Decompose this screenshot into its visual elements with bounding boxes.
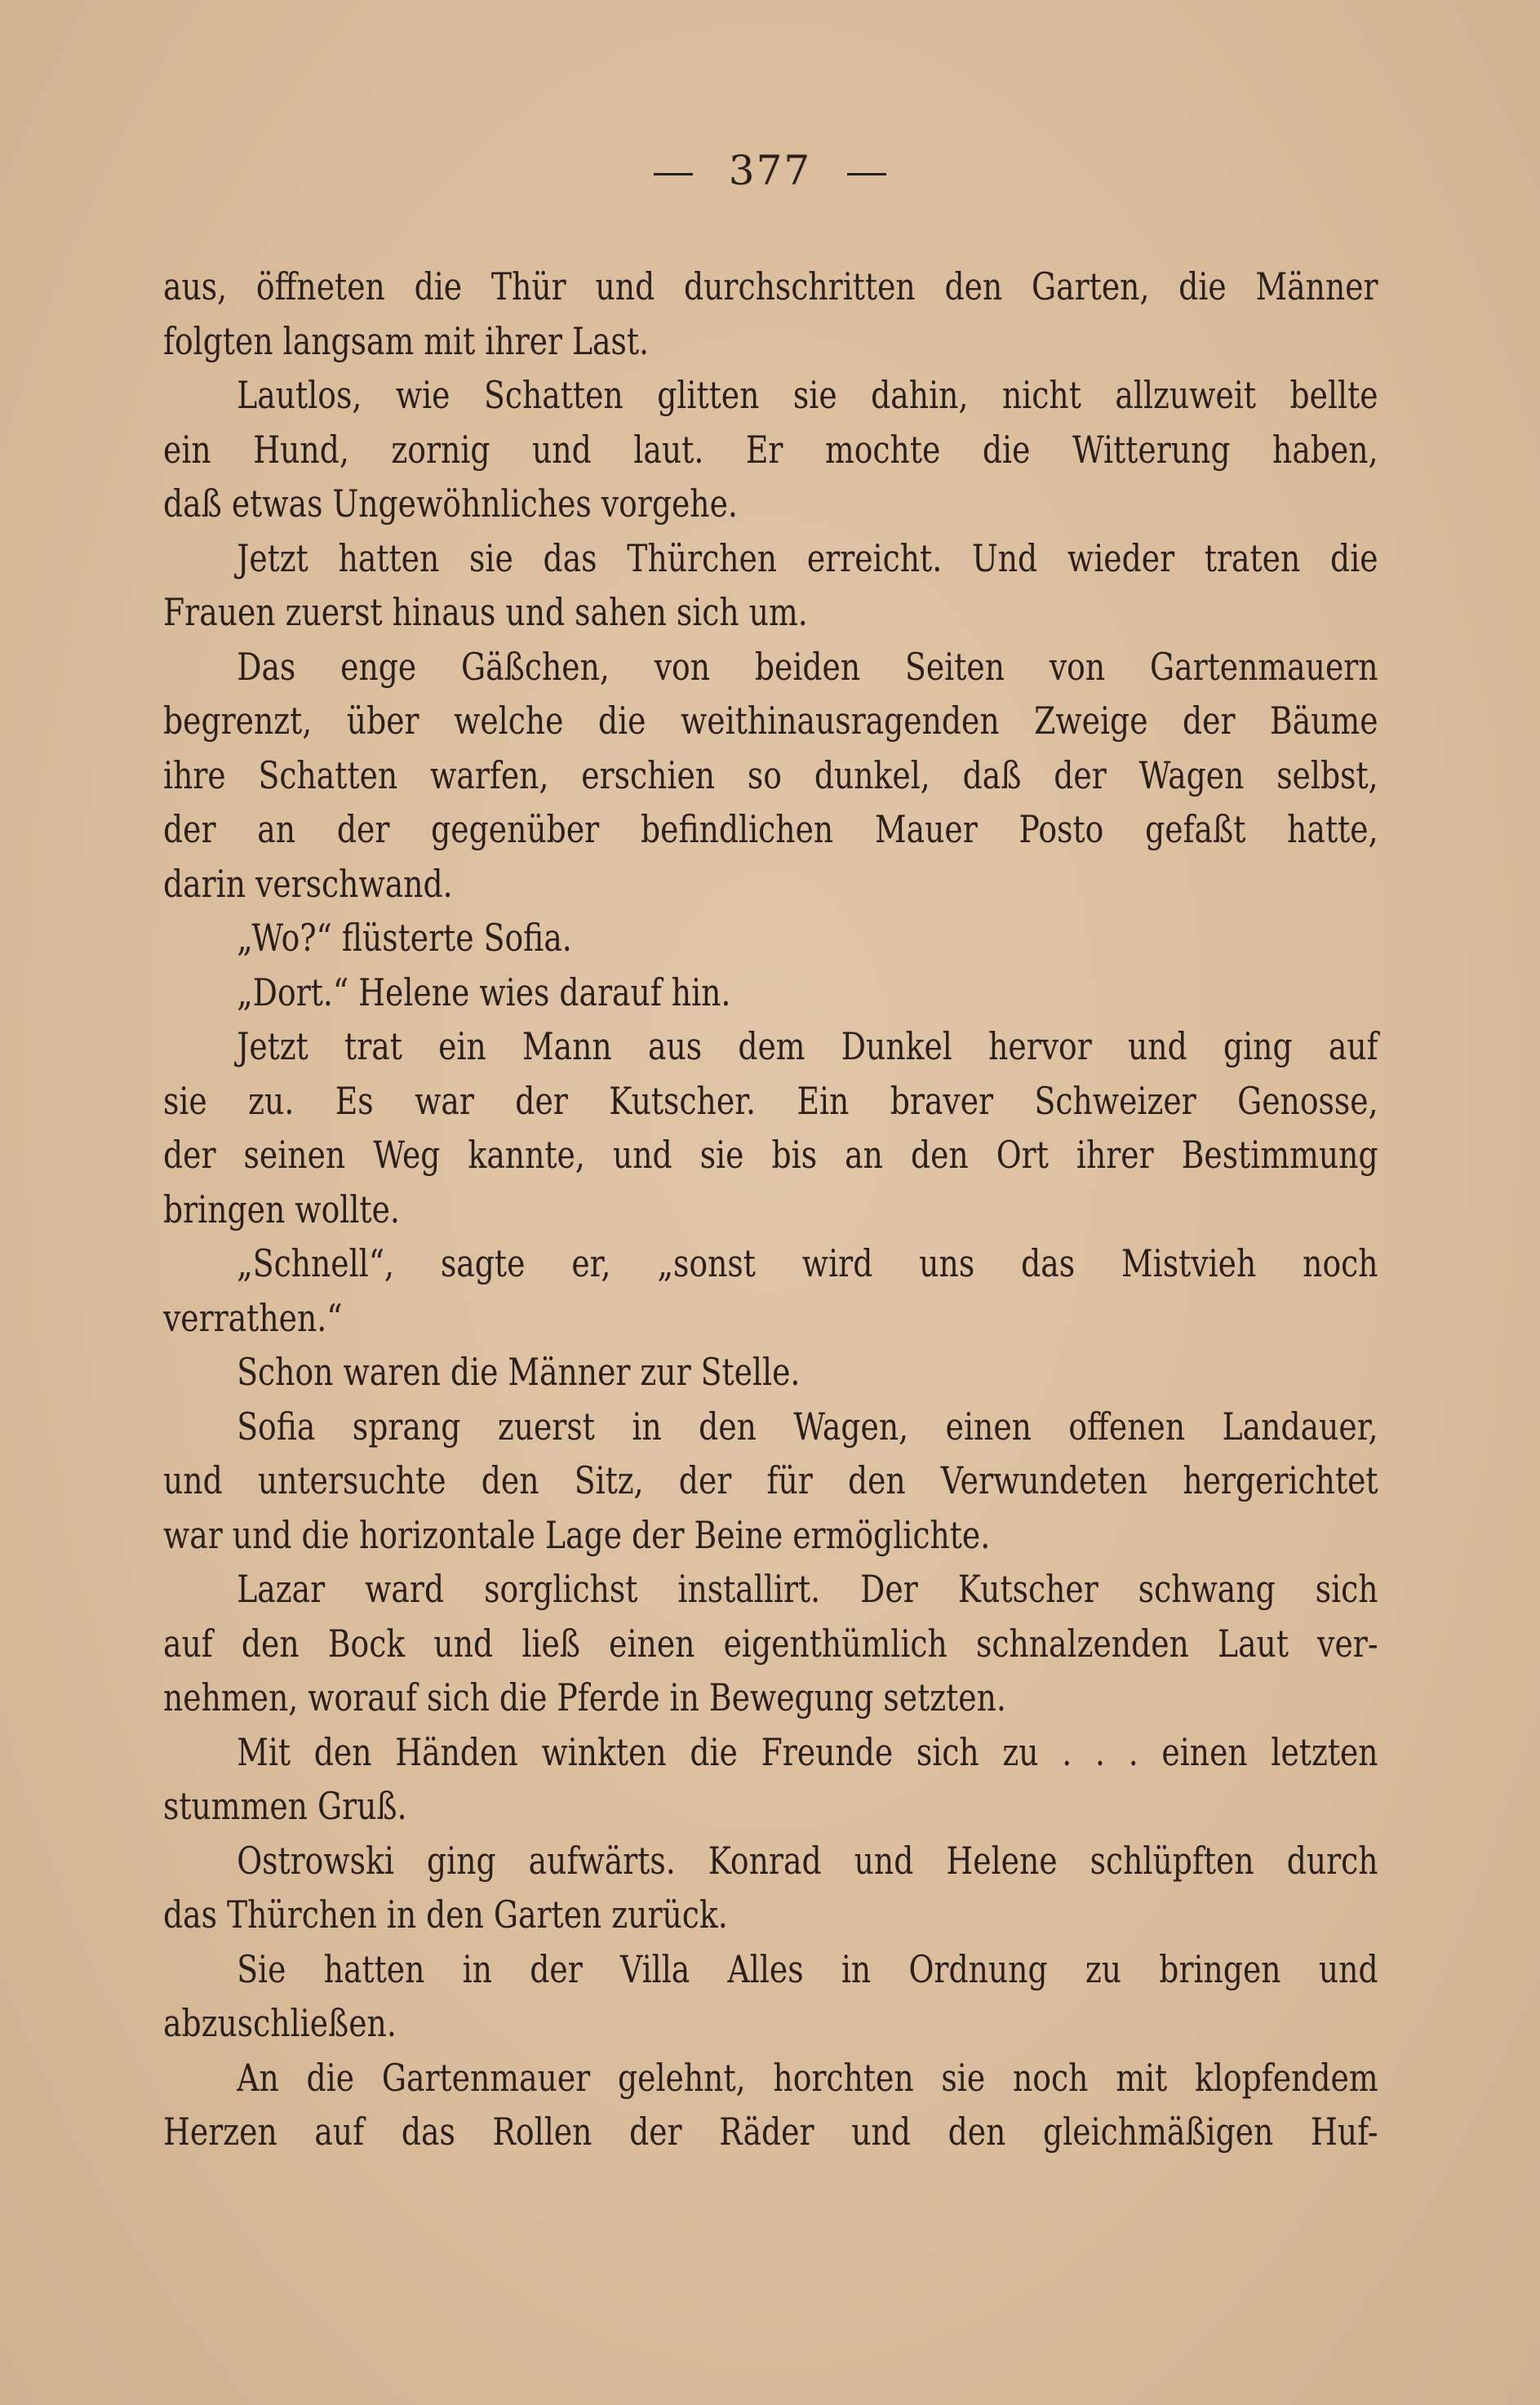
text-line-content: begrenzt, über welche die weithinausragenden Zweige der Bäume bbox=[163, 699, 1378, 743]
text-line-content: daß etwas Ungewöhnliches vorgehe. bbox=[163, 481, 738, 526]
text-line-content: aus, öffneten die Thür und durchschritten den Garten, die Männer bbox=[163, 264, 1378, 308]
text-line bbox=[163, 1128, 1378, 1183]
paragraph bbox=[163, 1019, 1378, 1236]
text-line-content: Sie hatten in der Villa Alles in Ordnung zu bringen und bbox=[237, 1946, 1378, 1991]
page-header bbox=[0, 147, 1540, 194]
text-line bbox=[163, 2105, 1378, 2159]
text-line-content: stummen Gruß. bbox=[163, 1784, 407, 1828]
text-line bbox=[163, 260, 1378, 314]
text-line-content: war und die horizontale Lage der Beine ermöglichte. bbox=[163, 1512, 991, 1557]
paragraph bbox=[163, 368, 1378, 531]
text-line bbox=[163, 857, 1378, 912]
text-line-content: bringen wollte. bbox=[163, 1187, 400, 1231]
dash-left bbox=[654, 173, 693, 175]
text-line-content: folgten langsam mit ihrer Last. bbox=[163, 318, 649, 363]
text-line-content: „Schnell“, sagte er, „sonst wird uns das Mistvieh noch bbox=[237, 1241, 1378, 1285]
text-line bbox=[163, 1074, 1378, 1129]
text-line-content: Das enge Gäßchen, von beiden Seiten von Gartenmauern bbox=[237, 644, 1378, 689]
text-line bbox=[163, 314, 1378, 369]
text-line bbox=[163, 1671, 1378, 1725]
paragraph bbox=[163, 1236, 1378, 1345]
text-line bbox=[163, 1291, 1378, 1346]
text-line bbox=[163, 1942, 1378, 1997]
page-number: 377 bbox=[728, 147, 812, 194]
text-line-content: ein Hund, zornig und laut. Er mochte die Witterung haben, bbox=[163, 427, 1378, 472]
text-line-content: Herzen auf das Rollen der Räder und den gleichmäßigen Huf- bbox=[163, 2110, 1378, 2154]
text-line bbox=[163, 1508, 1378, 1563]
text-line bbox=[163, 1888, 1378, 1942]
text-line bbox=[163, 965, 1378, 1020]
text-line-content: Lautlos, wie Schatten glitten sie dahin, nicht allzuweit bellte bbox=[237, 373, 1378, 417]
text-line-content: sie zu. Es war der Kutscher. Ein braver Schweizer Genosse, bbox=[163, 1078, 1378, 1123]
text-line-content: Sofia sprang zuerst in den Wagen, einen offenen Landauer, bbox=[237, 1404, 1378, 1449]
text-line-content: und untersuchte den Sitz, der für den Verwundeten hergerichtet bbox=[163, 1458, 1378, 1502]
paragraph bbox=[163, 260, 1378, 368]
text-line bbox=[163, 423, 1378, 477]
text-line-content: ihre Schatten warfen, erschien so dunkel, daß der Wagen selbst, bbox=[163, 752, 1378, 797]
text-line bbox=[163, 640, 1378, 694]
text-line bbox=[163, 1617, 1378, 1671]
paragraph bbox=[163, 911, 1378, 965]
paragraph bbox=[163, 1725, 1378, 1834]
dash-right bbox=[847, 173, 886, 175]
text-line bbox=[163, 911, 1378, 965]
text-line bbox=[163, 368, 1378, 423]
paragraph bbox=[163, 1942, 1378, 2051]
paragraph bbox=[163, 1400, 1378, 1563]
body-text bbox=[163, 260, 1378, 2159]
text-line bbox=[163, 1183, 1378, 1237]
text-line bbox=[163, 585, 1378, 640]
text-line-content: das Thürchen in den Garten zurück. bbox=[163, 1892, 728, 1937]
text-line bbox=[163, 1562, 1378, 1617]
text-line bbox=[163, 1345, 1378, 1400]
text-line-content: Jetzt hatten sie das Thürchen erreicht. Und wieder traten die bbox=[237, 535, 1378, 580]
paragraph bbox=[163, 1834, 1378, 1942]
text-line-content: Frauen zuerst hinaus und sahen sich um. bbox=[163, 590, 808, 634]
text-line-content: nehmen, worauf sich die Pferde in Bewegung setzten. bbox=[163, 1675, 1006, 1719]
text-line-content: der seinen Weg kannte, und sie bis an den Ort ihrer Bestimmung bbox=[163, 1133, 1378, 1177]
text-line bbox=[163, 1453, 1378, 1508]
paragraph bbox=[163, 1345, 1378, 1400]
text-line bbox=[163, 1834, 1378, 1888]
text-line-content: Schon waren die Männer zur Stelle. bbox=[237, 1350, 801, 1394]
paragraph bbox=[163, 965, 1378, 1020]
text-line bbox=[163, 1996, 1378, 2051]
paragraph bbox=[163, 2051, 1378, 2159]
text-line bbox=[163, 1725, 1378, 1780]
text-line-content: Ostrowski ging aufwärts. Konrad und Helene schlüpften durch bbox=[237, 1838, 1378, 1883]
text-line-content: auf den Bock und ließ einen eigenthümlich schnalzenden Laut ver- bbox=[163, 1621, 1378, 1666]
text-line-content: Mit den Händen winkten die Freunde sich zu . . . einen letzten bbox=[237, 1729, 1378, 1774]
text-line-content: „Wo?“ flüsterte Sofia. bbox=[237, 916, 572, 960]
text-line-content: abzuschließen. bbox=[163, 2001, 397, 2045]
text-line bbox=[163, 477, 1378, 531]
text-line-content: An die Gartenmauer gelehnt, horchten sie noch mit klopfendem bbox=[237, 2055, 1378, 2100]
paragraph bbox=[163, 1562, 1378, 1725]
text-line bbox=[163, 2051, 1378, 2105]
text-line-content: darin verschwand. bbox=[163, 861, 453, 906]
text-line bbox=[163, 1236, 1378, 1291]
text-line-content: der an der gegenüber befindlichen Mauer Posto gefaßt hatte, bbox=[163, 807, 1378, 851]
text-line-content: „Dort.“ Helene wies darauf hin. bbox=[237, 970, 731, 1014]
text-line bbox=[163, 531, 1378, 586]
paragraph bbox=[163, 531, 1378, 640]
text-line-content: verrathen.“ bbox=[163, 1295, 343, 1340]
text-line bbox=[163, 1400, 1378, 1454]
text-line bbox=[163, 1779, 1378, 1834]
paragraph bbox=[163, 640, 1378, 912]
text-line bbox=[163, 1019, 1378, 1074]
text-line-content: Jetzt trat ein Mann aus dem Dunkel hervor und ging auf bbox=[237, 1024, 1378, 1068]
text-line bbox=[163, 802, 1378, 857]
text-line bbox=[163, 748, 1378, 803]
text-line-content: Lazar ward sorglichst installirt. Der Kutscher schwang sich bbox=[237, 1567, 1378, 1611]
text-line bbox=[163, 694, 1378, 748]
